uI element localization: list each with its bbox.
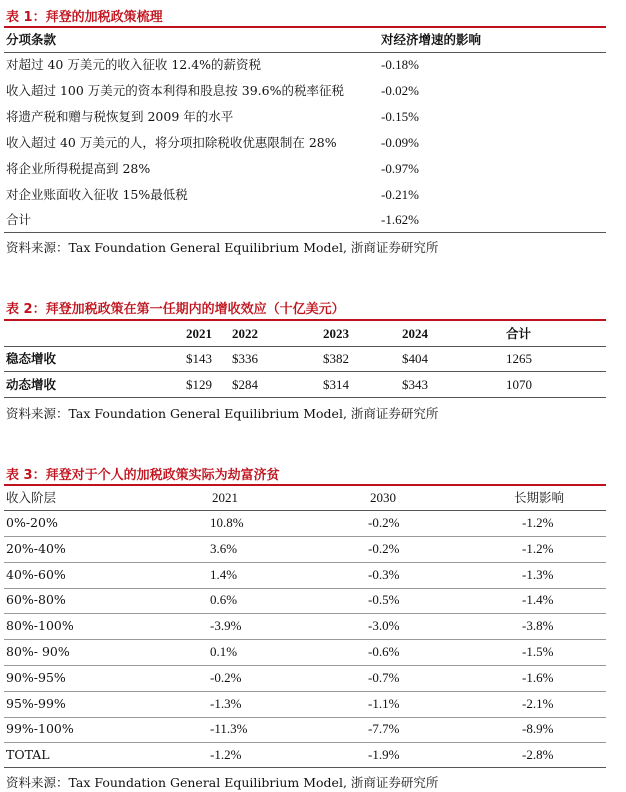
table2-header-rule	[4, 346, 606, 347]
table-row-tier: 90%-95%	[6, 670, 66, 685]
table-row-effect: -0.09%	[381, 135, 419, 150]
table1-header-item: 分项条款	[6, 32, 57, 47]
table3-row-rule	[4, 588, 606, 589]
table2-header-2024: 2024	[402, 326, 428, 341]
table1-header-effect: 对经济增速的影响	[381, 32, 482, 47]
table-row-2030: -0.2%	[368, 541, 400, 556]
table-row-2021: -1.2%	[210, 747, 242, 762]
table1-header-rule	[4, 52, 606, 53]
table-row-effect: -0.18%	[381, 57, 419, 72]
table3-header-tier: 收入阶层	[6, 490, 57, 505]
table2-cell: 1070	[506, 377, 532, 392]
table-row-effect: -0.97%	[381, 161, 419, 176]
table-row-longterm: -1.5%	[522, 644, 554, 659]
table3-row-rule	[4, 665, 606, 666]
table2-row-label: 动态增收	[6, 377, 57, 392]
table-row-effect: -0.21%	[381, 187, 419, 202]
table-row-longterm: -1.2%	[522, 541, 554, 556]
table-row-longterm: -1.3%	[522, 567, 554, 582]
table3-header-2021: 2021	[212, 490, 238, 505]
table-row-effect: -1.62%	[381, 212, 419, 227]
table-row-tier: 80%-100%	[6, 618, 74, 633]
table-row-tier: 40%-60%	[6, 567, 66, 582]
table-row-2021: 10.8%	[210, 515, 244, 530]
table2-top-rule	[4, 319, 606, 321]
table3-row-rule	[4, 639, 606, 640]
table-row-item: 对超过 40 万美元的收入征收 12.4%的薪资税	[6, 57, 262, 72]
table2-row-label: 稳态增收	[6, 351, 57, 366]
table-row-2030: -0.2%	[368, 515, 400, 530]
table-row-item: 对企业账面收入征收 15%最低税	[6, 187, 188, 202]
table-row-tier: 95%-99%	[6, 696, 66, 711]
table-row-longterm: -3.8%	[522, 618, 554, 633]
table2-header-2022: 2022	[232, 326, 258, 341]
table-row-item: 合计	[6, 212, 32, 227]
table2-cell: $404	[402, 351, 428, 366]
table1-source: 资料来源：Tax Foundation General Equilibrium Model, 浙商证券研究所	[6, 240, 439, 255]
table3-bottom-rule	[4, 767, 606, 768]
table-row-2021: 0.1%	[210, 644, 238, 659]
table1-title: 表 1：拜登的加税政策梳理	[6, 10, 163, 25]
table2-header-total: 合计	[506, 326, 532, 341]
table3-title: 表 3：拜登对于个人的加税政策实际为劫富济贫	[6, 468, 280, 483]
table-row-longterm: -8.9%	[522, 721, 554, 736]
table-row-2030: -0.7%	[368, 670, 400, 685]
table3-source: 资料来源：Tax Foundation General Equilibrium Model, 浙商证券研究所	[6, 775, 439, 790]
table-row-effect: -0.15%	[381, 109, 419, 124]
table-row-tier: 0%-20%	[6, 515, 58, 530]
table-row-longterm: -1.4%	[522, 592, 554, 607]
table3-header-2030: 2030	[370, 490, 396, 505]
table-row-2030: -3.0%	[368, 618, 400, 633]
table1-top-rule	[4, 26, 606, 28]
table2-title: 表 2：拜登加税政策在第一任期内的增收效应（十亿美元）	[6, 302, 345, 317]
table-row-2021: -3.9%	[210, 618, 242, 633]
table-row-2021: -1.3%	[210, 696, 242, 711]
table-row-effect: -0.02%	[381, 83, 419, 98]
table-row-tier: 99%-100%	[6, 721, 74, 736]
table-row-item: 收入超过 100 万美元的资本利得和股息按 39.6%的税率征税	[6, 83, 344, 98]
table3-row-rule	[4, 742, 606, 743]
table-row-item: 收入超过 40 万美元的人，将分项扣除税收优惠限制在 28%	[6, 135, 337, 150]
table2-cell: $382	[323, 351, 349, 366]
table2-bottom-rule	[4, 397, 606, 398]
table-row-2021: -11.3%	[210, 721, 248, 736]
table2-cell: $336	[232, 351, 258, 366]
table-row-tier: 80%- 90%	[6, 644, 70, 659]
table-row-2030: -0.6%	[368, 644, 400, 659]
table-row-2030: -0.3%	[368, 567, 400, 582]
table3-row-rule	[4, 691, 606, 692]
table-row-longterm: -1.2%	[522, 515, 554, 530]
table2-header-2023: 2023	[323, 326, 349, 341]
table-row-tier: 60%-80%	[6, 592, 66, 607]
table-row-tier: 20%-40%	[6, 541, 66, 556]
table2-cell: $129	[186, 377, 212, 392]
table3-row-rule	[4, 613, 606, 614]
table-row-tier: TOTAL	[6, 747, 50, 762]
table3-header-rule	[4, 510, 606, 511]
table2-cell: $343	[402, 377, 428, 392]
table-row-2021: 1.4%	[210, 567, 238, 582]
table2-cell: $143	[186, 351, 212, 366]
table2-header-2021: 2021	[186, 326, 212, 341]
table2-cell: $284	[232, 377, 258, 392]
table3-row-rule	[4, 562, 606, 563]
table3-row-rule	[4, 717, 606, 718]
table2-cell: 1265	[506, 351, 532, 366]
table-row-2030: -1.1%	[368, 696, 400, 711]
table-row-longterm: -1.6%	[522, 670, 554, 685]
table-row-2030: -1.9%	[368, 747, 400, 762]
table2-cell: $314	[323, 377, 349, 392]
table-row-2021: -0.2%	[210, 670, 242, 685]
table-row-2030: -0.5%	[368, 592, 400, 607]
table-row-item: 将企业所得税提高到 28%	[6, 161, 151, 176]
table-row-2021: 3.6%	[210, 541, 238, 556]
table-row-2021: 0.6%	[210, 592, 238, 607]
table2-row-rule	[4, 371, 606, 372]
table3-row-rule	[4, 536, 606, 537]
table-row-item: 将遗产税和赠与税恢复到 2009 年的水平	[6, 109, 234, 124]
table-row-2030: -7.7%	[368, 721, 400, 736]
table3-top-rule	[4, 484, 606, 486]
table1-bottom-rule	[4, 232, 606, 233]
table3-header-longterm: 长期影响	[514, 490, 565, 505]
table2-source: 资料来源：Tax Foundation General Equilibrium Model, 浙商证券研究所	[6, 406, 439, 421]
table-row-longterm: -2.1%	[522, 696, 554, 711]
table-row-longterm: -2.8%	[522, 747, 554, 762]
